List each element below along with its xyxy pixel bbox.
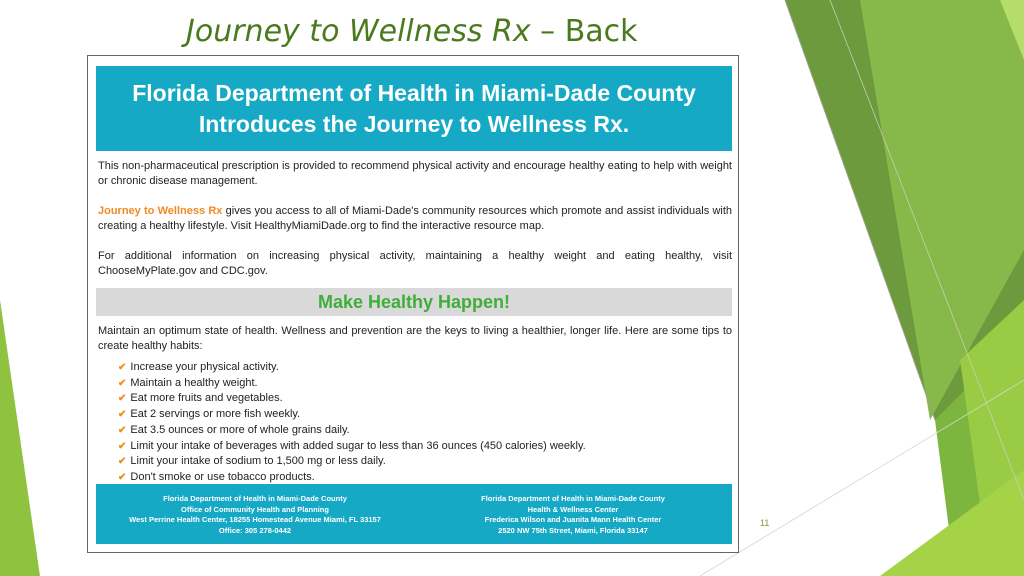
check-icon: ✔	[118, 393, 127, 405]
section-heading: Make Healthy Happen!	[96, 288, 732, 316]
flyer-banner	[96, 66, 732, 151]
resources-paragraph	[98, 204, 732, 234]
tip-text: Eat more fruits and vegetables.	[130, 392, 283, 405]
additional-info-paragraph: For additional information on increasing physical activity, maintaining a healthy weight and eating healthy, visit ChooseMyPlate.gov and CDC.gov.	[98, 250, 732, 277]
check-icon: ✔	[118, 440, 127, 452]
slide-title-italic: Journey to Wellness Rx	[186, 14, 531, 49]
tip-text: Don't smoke or use tobacco products.	[130, 470, 315, 483]
tip-text: Eat 2 servings or more fish weekly.	[130, 408, 301, 421]
footer-line: West Perrine Health Center, 18255 Homestead Avenue Miami, FL 33157	[129, 515, 381, 524]
slide-title-suffix: – Back	[530, 14, 638, 49]
resources-text: gives you access to all of Miami-Dade's community resources which promote and assist individuals with creating a healthy lifestyle. Visit HealthyMiamiDade.org to find the interactive resource map.	[98, 205, 733, 232]
tips-list	[118, 360, 586, 486]
maintain-paragraph: Maintain an optimum state of health. Wellness and prevention are the keys to living a healthier, longer life. Here are some tips to create healthy habits:	[98, 325, 732, 352]
footer-line: 2520 NW 75th Street, Miami, Florida 33147	[498, 525, 648, 535]
program-name: Journey to Wellness Rx	[98, 205, 223, 217]
tip-text: Increase your physical activity.	[130, 361, 279, 373]
flyer-image	[87, 55, 739, 553]
tip-text: Eat 3.5 ounces or more of whole grains daily.	[130, 423, 350, 436]
check-icon: ✔	[118, 362, 127, 373]
footer-right-address	[414, 494, 732, 536]
check-icon: ✔	[118, 377, 127, 389]
page-number: 11	[760, 518, 770, 528]
footer-line: Office of Community Health and Planning	[181, 504, 329, 514]
check-icon: ✔	[118, 471, 127, 483]
check-icon: ✔	[118, 409, 127, 421]
list-item	[118, 360, 586, 376]
list-item	[118, 439, 586, 455]
tip-text: Limit your intake of beverages with added sugar to less than 36 ounces (450 calories) weekly.	[130, 439, 586, 452]
footer-line: Florida Department of Health in Miami-Dade County	[163, 494, 347, 503]
tip-text: Limit your intake of sodium to 1,500 mg or less daily.	[130, 455, 386, 468]
footer-line: Health & Wellness Center	[527, 504, 619, 514]
check-icon: ✔	[118, 456, 127, 468]
tip-text: Maintain a healthy weight.	[130, 376, 258, 389]
slide-title	[186, 14, 638, 49]
banner-line-1: Florida Department of Health in Miami-Dade County	[132, 79, 696, 106]
check-icon: ✔	[118, 424, 127, 436]
flyer-footer	[96, 484, 732, 544]
intro-paragraph: This non-pharmaceutical prescription is provided to recommend physical activity and encourage healthy eating to help with weight or chronic disease management.	[98, 160, 732, 187]
footer-line: Florida Department of Health in Miami-Dade County	[481, 494, 665, 503]
footer-left-address	[96, 494, 414, 536]
banner-line-2: Introduces the Journey to Wellness Rx.	[198, 110, 630, 137]
list-item	[118, 391, 586, 407]
list-item	[118, 407, 586, 423]
list-item	[118, 454, 586, 470]
list-item	[118, 376, 586, 392]
footer-line: Office: 305 278-0442	[218, 525, 292, 535]
list-item	[118, 423, 586, 439]
footer-line: Frederica Wilson and Juanita Mann Health Center	[484, 515, 662, 524]
